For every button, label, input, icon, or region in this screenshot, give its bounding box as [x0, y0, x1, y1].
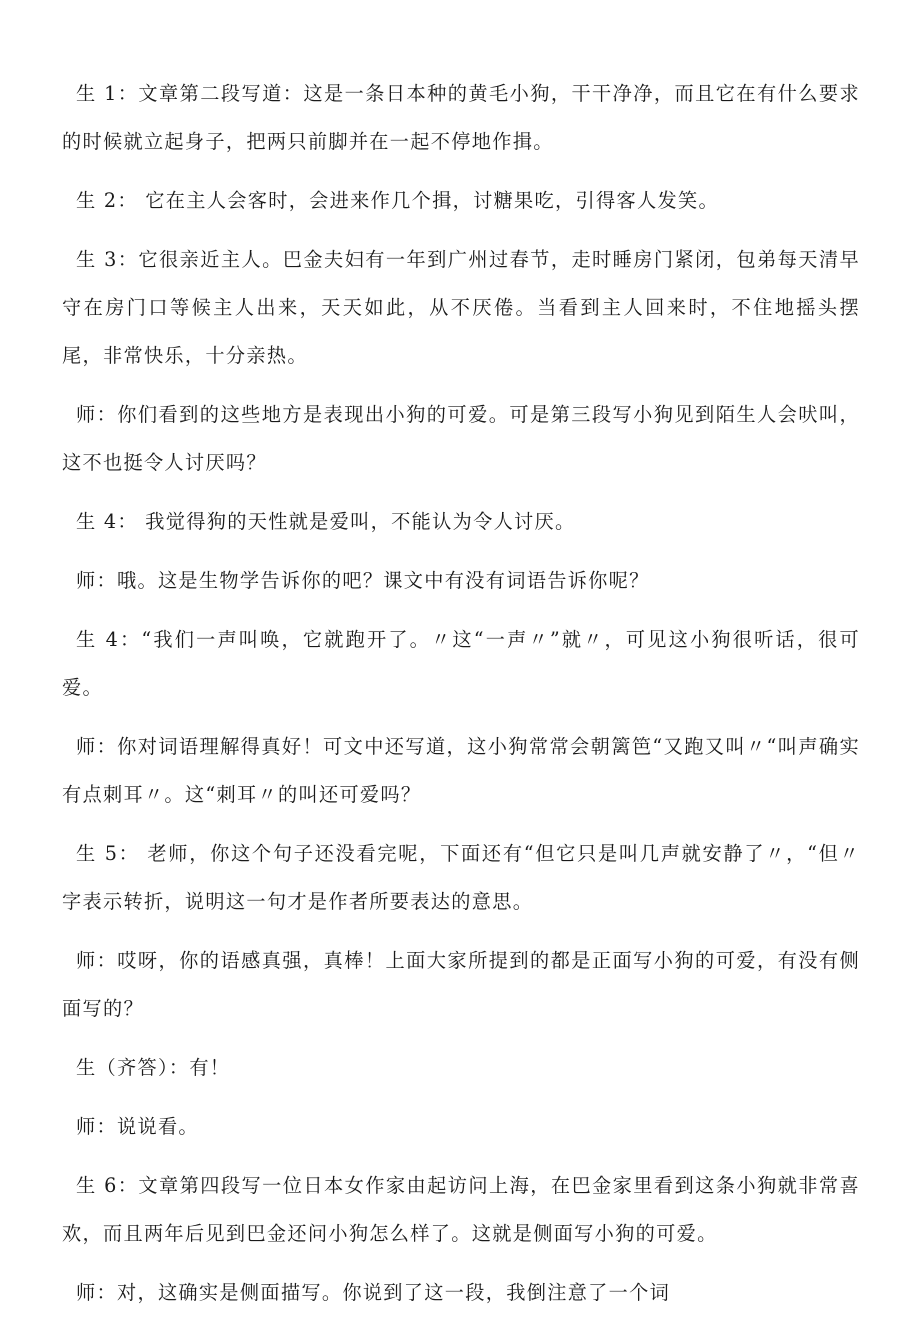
- paragraph-5: 生 4： 我觉得狗的天性就是爱叫，不能认为令人讨厌。: [76, 510, 576, 533]
- paragraph-3: 生 3：它很亲近主人。巴金夫妇有一年到广州过春节，走时睡房门紧闭，包弟每天清早守在房门口等候主人出来，天天如此，从不厌倦。当看到主人回来时，不住地摇头摆尾，非常快乐，十分亲热。: [62, 248, 860, 367]
- paragraph-7: 生 4：“我们一声叫唤，它就跑开了。〃这“一声〃”就〃，可见这小狗很听话，很可爱。: [62, 628, 860, 699]
- paragraph-4: 师：你们看到的这些地方是表现出小狗的可爱。可是第三段写小狗见到陌生人会吠叫，这不也挺令人讨厌吗？: [62, 403, 860, 474]
- paragraph-13: 生 6：文章第四段写一位日本女作家由起访问上海，在巴金家里看到这条小狗就非常喜欢，而且两年后见到巴金还问小狗怎么样了。这就是侧面写小狗的可爱。: [62, 1174, 860, 1245]
- paragraph-10: 师：哎呀，你的语感真强，真棒！上面大家所提到的都是正面写小狗的可爱，有没有侧面写的？: [62, 949, 860, 1020]
- paragraph-14: 师：对，这确实是侧面描写。你说到了这一段，我倒注意了一个词: [76, 1281, 671, 1304]
- paragraph-12: 师：说说看。: [76, 1115, 199, 1138]
- paragraph-8: 师：你对词语理解得真好！可文中还写道，这小狗常常会朝篱笆“又跑又叫〃“叫声确实有点刺耳〃。这“刺耳〃的叫还可爱吗？: [62, 735, 860, 806]
- paragraph-11: 生（齐答）：有！: [76, 1056, 231, 1079]
- paragraph-1: 生 1：文章第二段写道：这是一条日本种的黄毛小狗，干干净净，而且它在有什么要求的时候就立起身子，把两只前脚并在一起不停地作揖。: [62, 82, 860, 153]
- paragraph-2: 生 2： 它在主人会客时，会进来作几个揖，讨糖果吃，引得客人发笑。: [76, 189, 719, 212]
- paragraph-6: 师：哦。这是生物学告诉你的吧？课文中有没有词语告诉你呢？: [76, 569, 650, 592]
- paragraph-9: 生 5： 老师，你这个句子还没看完呢，下面还有“但它只是叫几声就安静了〃，“但〃字表示转折，说明这一句才是作者所要表达的意思。: [62, 842, 860, 913]
